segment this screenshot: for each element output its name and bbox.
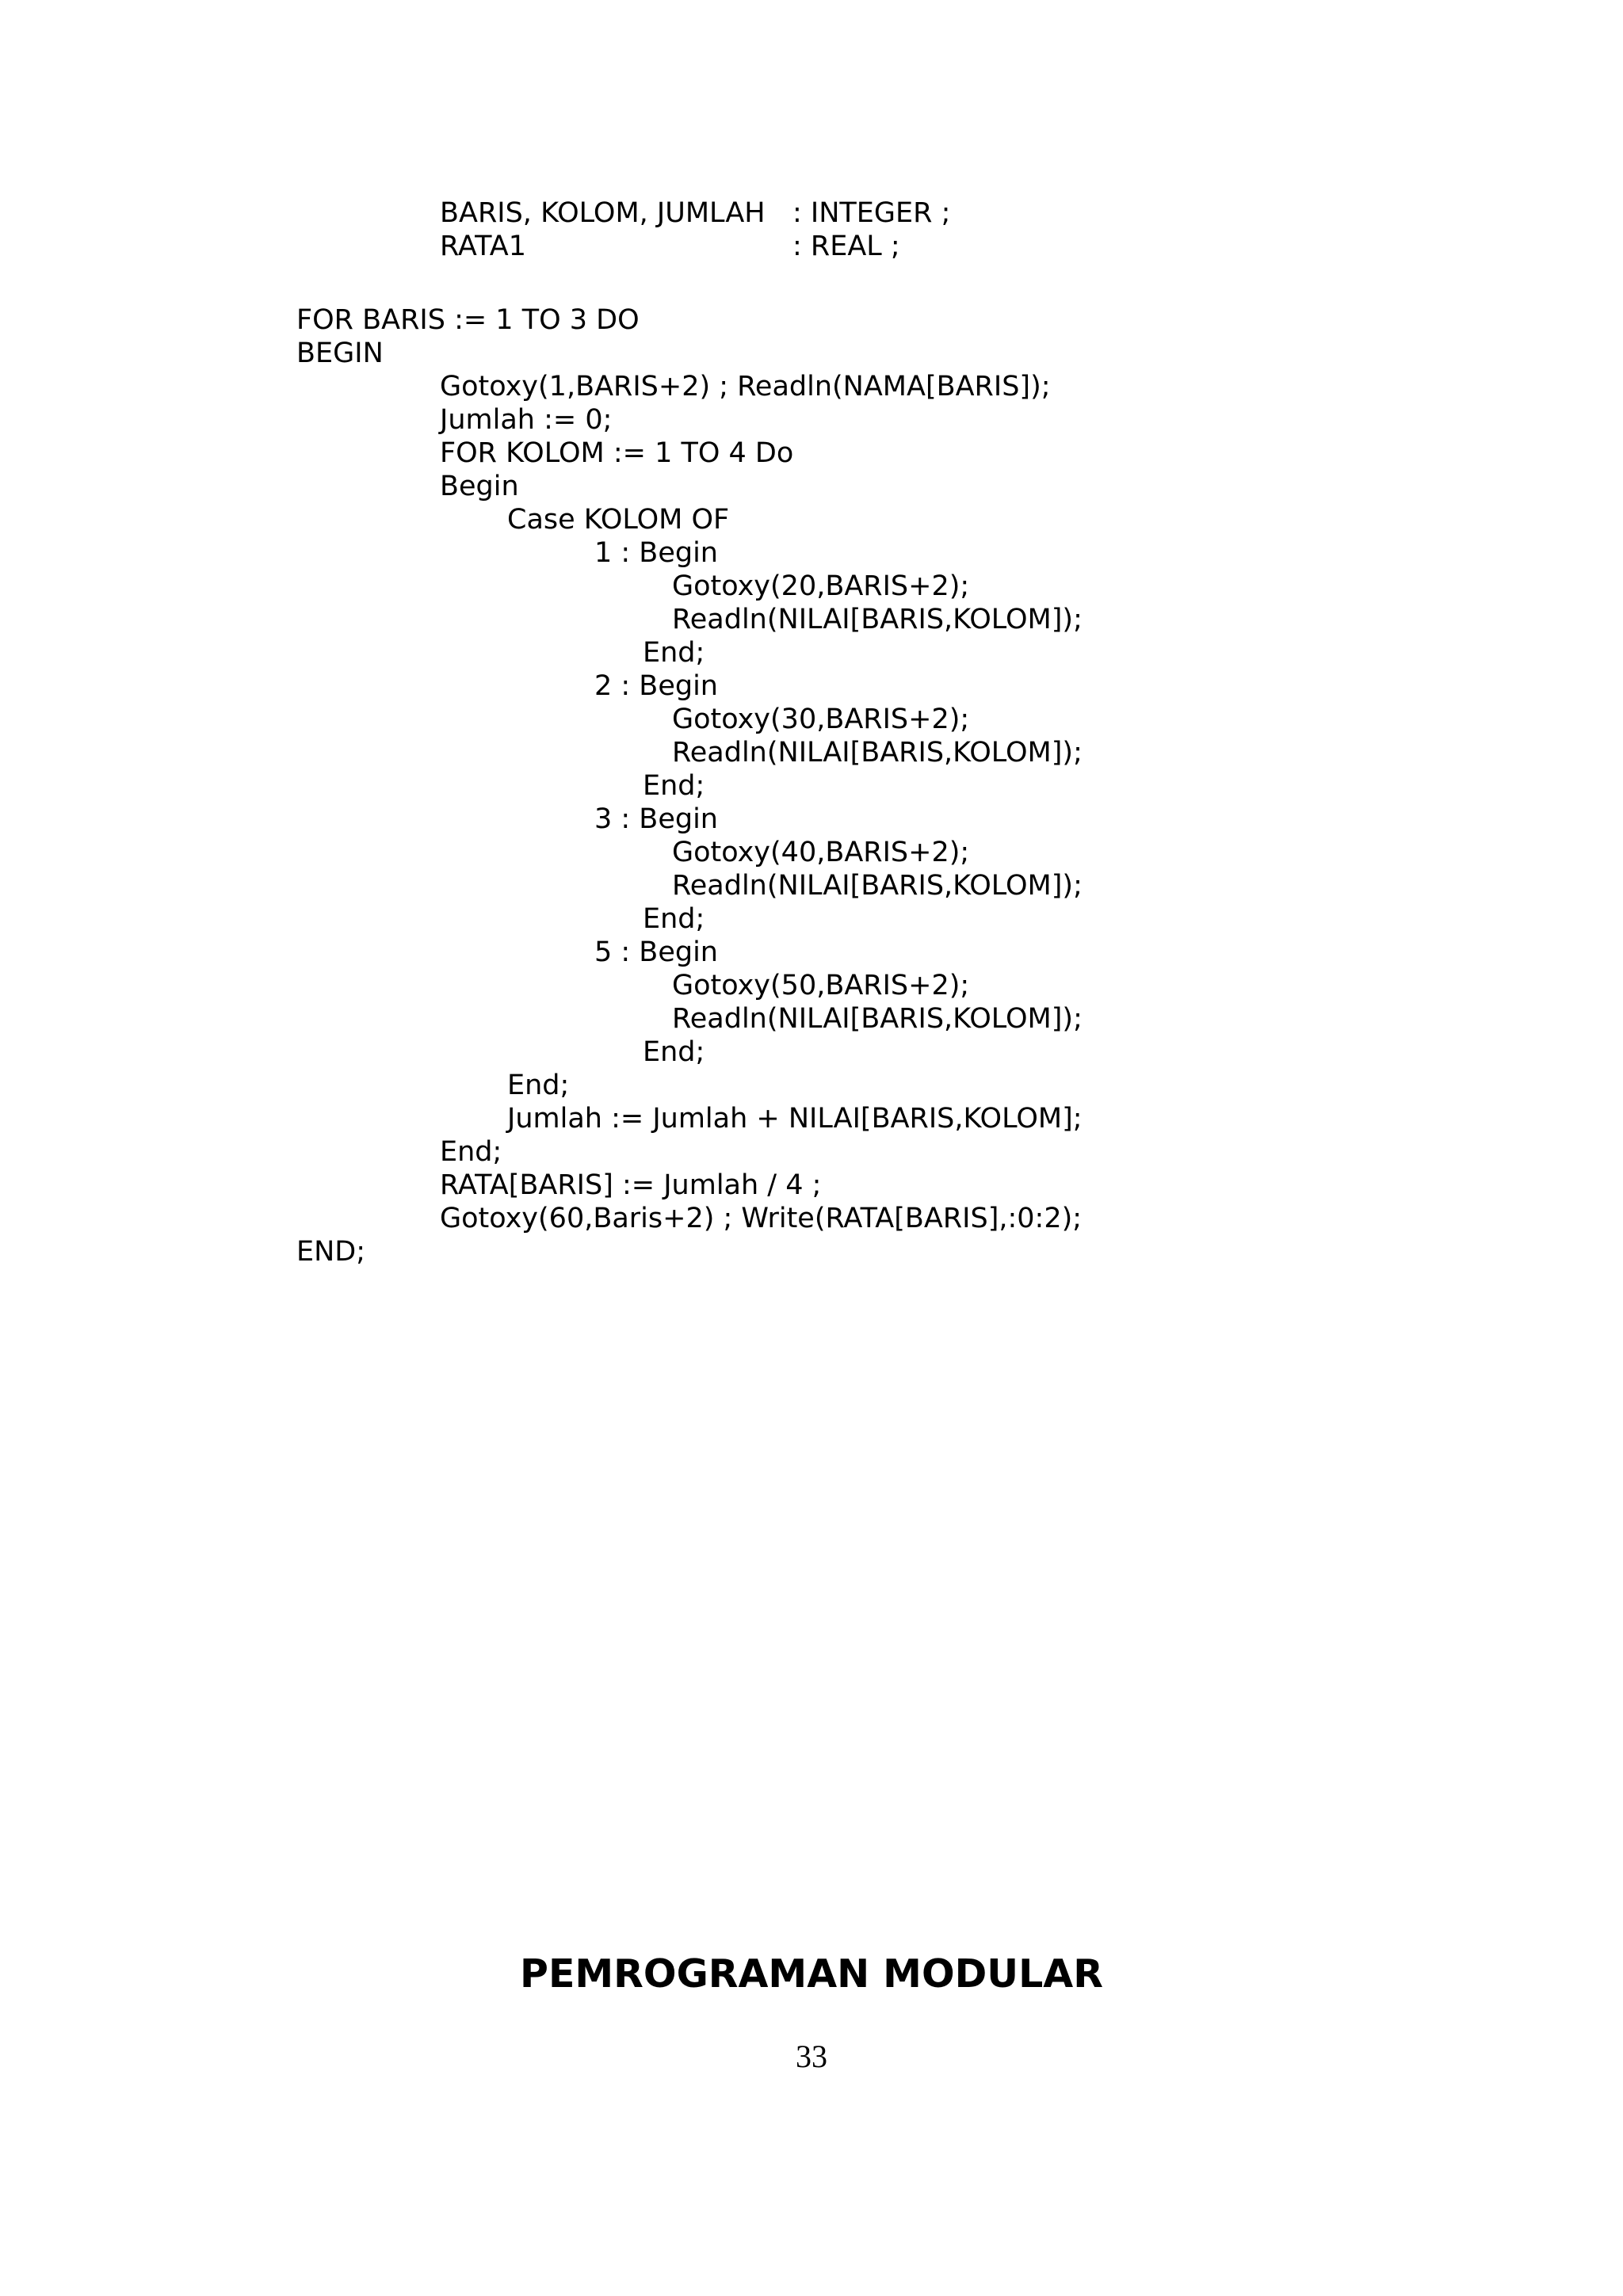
code-line: FOR KOLOM := 1 TO 4 Do [440,437,794,469]
code-line: 1 : Begin [594,537,718,569]
code-line: Gotoxy(40,BARIS+2); [672,837,970,868]
code-line: Readln(NILAI[BARIS,KOLOM]); [672,604,1083,635]
code-line: Readln(NILAI[BARIS,KOLOM]); [672,737,1083,769]
code-line: Case KOLOM OF [507,504,730,536]
code-line: Jumlah := Jumlah + NILAI[BARIS,KOLOM]; [507,1103,1083,1135]
code-line: End; [643,1036,705,1068]
code-line: Begin [440,471,519,502]
code-line: Readln(NILAI[BARIS,KOLOM]); [672,870,1083,902]
code-line: RATA[BARIS] := Jumlah / 4 ; [440,1169,822,1201]
code-line: 5 : Begin [594,936,718,968]
code-line: BEGIN [296,338,384,369]
code-line: Gotoxy(50,BARIS+2); [672,970,970,1001]
code-line: Jumlah := 0; [440,404,613,436]
code-line: End; [440,1136,502,1168]
code-line: FOR BARIS := 1 TO 3 DO [296,304,640,336]
declaration-name: RATA1 [440,231,526,262]
section-heading: PEMROGRAMAN MODULAR [520,1951,1103,1997]
code-line: 2 : Begin [594,670,718,702]
page-number: 33 [796,2039,827,2074]
code-line: 3 : Begin [594,803,718,835]
code-line: Gotoxy(20,BARIS+2); [672,570,970,602]
declaration-type: : REAL ; [792,231,900,262]
code-line: Gotoxy(1,BARIS+2) ; Readln(NAMA[BARIS]); [440,371,1051,402]
code-line: End; [507,1070,570,1101]
code-line: END; [296,1236,366,1268]
code-line: Gotoxy(30,BARIS+2); [672,704,970,735]
code-line: Gotoxy(60,Baris+2) ; Write(RATA[BARIS],:0:2); [440,1203,1083,1234]
declaration-name: BARIS, KOLOM, JUMLAH [440,197,766,229]
code-line: End; [643,637,705,669]
declaration-type: : INTEGER ; [792,197,951,229]
code-line: End; [643,770,705,802]
code-line: End; [643,903,705,935]
code-line: Readln(NILAI[BARIS,KOLOM]); [672,1003,1083,1035]
